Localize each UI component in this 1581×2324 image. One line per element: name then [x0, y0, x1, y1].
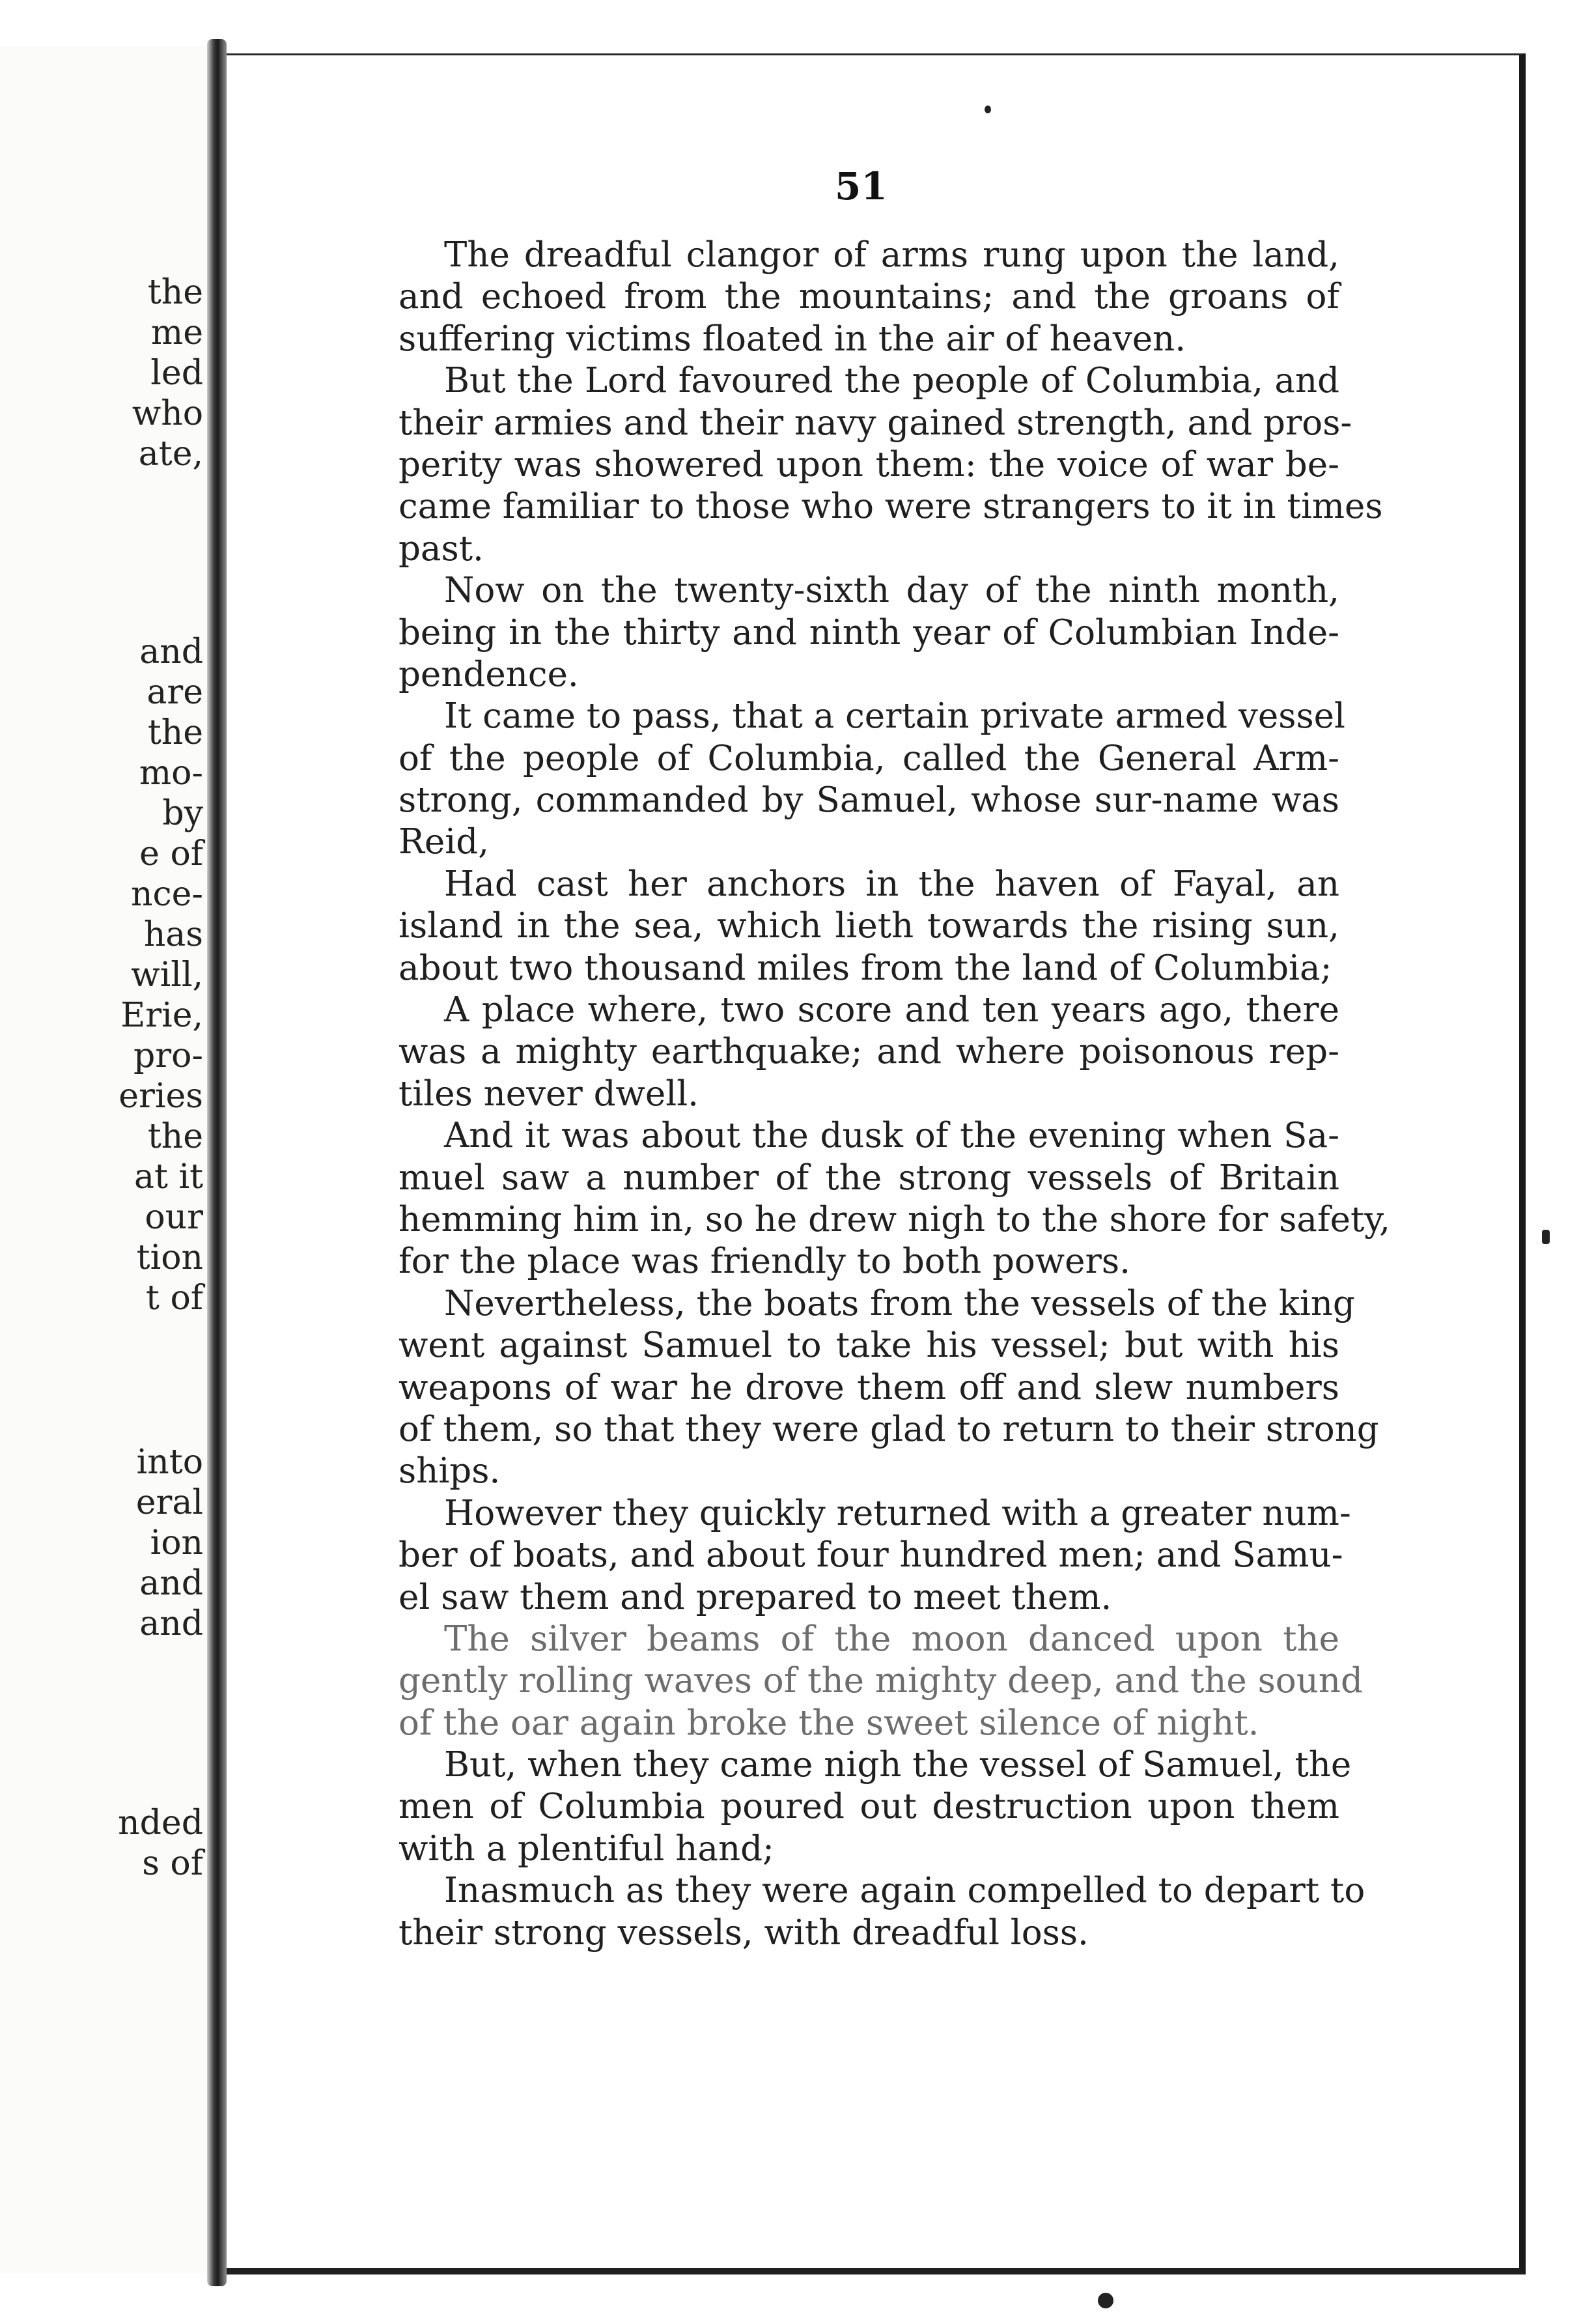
text-line: about two thousand miles from the land of Columbia; — [399, 948, 1332, 988]
text-line: It came to pass, that a certain private armed vessel — [444, 696, 1345, 737]
text-line: Inasmuch as they were again compelled to depart to — [444, 1871, 1365, 1911]
text-line: Reid, — [399, 822, 489, 862]
text-line: tiles never dwell. — [399, 1073, 699, 1114]
text-line: A place where, two score and ten years ago, there — [444, 990, 1339, 1030]
left-page-fragment: pro- — [133, 1036, 203, 1075]
text-line: past. — [399, 528, 484, 569]
text-line: of the people of Columbia, called the General Arm- — [399, 738, 1339, 778]
left-page-fragment: s of — [142, 1844, 203, 1883]
left-page-fragment: at it — [134, 1157, 203, 1197]
left-page-fragment: ion — [150, 1523, 203, 1563]
left-page-fragment: t of — [146, 1279, 203, 1318]
margin-speck — [985, 106, 991, 113]
text-line: perity was showered upon them: the voice of war be- — [399, 444, 1339, 485]
text-line: and echoed from the mountains; and the groans of — [399, 277, 1339, 317]
text-line: Nevertheless, the boats from the vessels of the king — [444, 1283, 1355, 1324]
binding-gutter — [207, 39, 227, 2286]
text-line: was a mighty earthquake; and where poisonous rep- — [399, 1032, 1339, 1072]
left-page-fragment: the — [147, 1117, 203, 1156]
left-page-fragment: ate, — [138, 434, 203, 474]
left-page-fragment: Erie, — [120, 996, 203, 1035]
left-page-fragment: and — [139, 1604, 203, 1643]
text-line: The dreadful clangor of arms rung upon the land, — [444, 235, 1339, 275]
text-line: But the Lord favoured the people of Columbia, and — [444, 361, 1339, 401]
text-line: hemming him in, so he drew nigh to the shore for safety, — [399, 1199, 1390, 1240]
text-line: of them, so that they were glad to return to their strong — [399, 1409, 1379, 1449]
left-page-fragment: nce- — [131, 875, 203, 914]
text-line: their armies and their navy gained strength, and pros- — [399, 403, 1352, 443]
left-page-fragment: by — [162, 794, 203, 833]
text-line: And it was about the dusk of the evening when Sa- — [444, 1116, 1339, 1156]
left-page-fragment: the — [147, 273, 203, 312]
left-page-fragment: eries — [119, 1077, 203, 1116]
left-page-fragment: me — [150, 313, 203, 352]
text-line: el saw them and prepared to meet them. — [399, 1577, 1112, 1617]
text-line: pendence. — [399, 654, 579, 694]
left-page-fragment: and — [139, 632, 203, 672]
text-line: with a plentiful hand; — [399, 1828, 774, 1869]
page-body-text — [399, 234, 1390, 1954]
left-page-fragment: our — [145, 1198, 203, 1237]
text-line: Had cast her anchors in the haven of Fayal, an — [444, 864, 1339, 904]
text-line: muel saw a number of the strong vessels of Britain — [399, 1157, 1339, 1198]
text-line: being in the thirty and ninth year of Columbian Inde- — [399, 612, 1339, 653]
left-page-fragment: into — [136, 1443, 203, 1482]
left-page-fragment: the — [147, 713, 203, 752]
text-line: men of Columbia poured out destruction upon them — [399, 1787, 1339, 1827]
text-line: of the oar again broke the sweet silence of night. — [399, 1703, 1259, 1743]
text-line: Now on the twenty-sixth day of the ninth month, — [444, 571, 1339, 611]
text-line: suffering victims floated in the air of heaven. — [399, 319, 1186, 359]
text-line: ber of boats, and about four hundred men; and Samu- — [399, 1535, 1343, 1576]
text-line: went against Samuel to take his vessel; but with his — [399, 1325, 1339, 1366]
left-page-fragment: tion — [136, 1238, 203, 1277]
text-line: The silver beams of the moon danced upon the — [444, 1619, 1339, 1659]
text-line: ships. — [399, 1451, 501, 1492]
left-page-fragment: will, — [131, 956, 203, 995]
margin-speck — [1542, 1230, 1550, 1244]
left-page-fragment: and — [139, 1564, 203, 1603]
left-page-fragment: are — [147, 673, 203, 712]
left-page-fragment: led — [150, 354, 203, 393]
left-page-fragment: nded — [118, 1804, 203, 1843]
text-line: for the place was friendly to both powers. — [399, 1241, 1130, 1282]
left-page-fragment: mo- — [139, 754, 203, 793]
text-line: island in the sea, which lieth towards the rising sun, — [399, 906, 1339, 946]
text-line: their strong vessels, with dreadful loss. — [399, 1912, 1089, 1953]
text-line: weapons of war he drove them off and slew numbers — [399, 1367, 1339, 1408]
text-line: However they quickly returned with a greater num- — [444, 1493, 1351, 1533]
text-line: strong, commanded by Samuel, whose sur-name was — [399, 780, 1339, 821]
left-page-fragment: e of — [139, 834, 203, 873]
left-facing-page — [0, 46, 207, 2273]
left-page-fragment: has — [143, 915, 203, 954]
text-line: came familiar to those who were strangers to it in times — [399, 487, 1383, 527]
text-line: But, when they came nigh the vessel of Samuel, the — [444, 1745, 1352, 1785]
page-number: 51 — [835, 164, 888, 208]
text-line: gently rolling waves of the mighty deep, and the sound — [399, 1661, 1363, 1701]
margin-speck — [1098, 2293, 1113, 2308]
left-page-fragment: eral — [135, 1483, 203, 1522]
left-page-fragment: who — [132, 394, 203, 433]
